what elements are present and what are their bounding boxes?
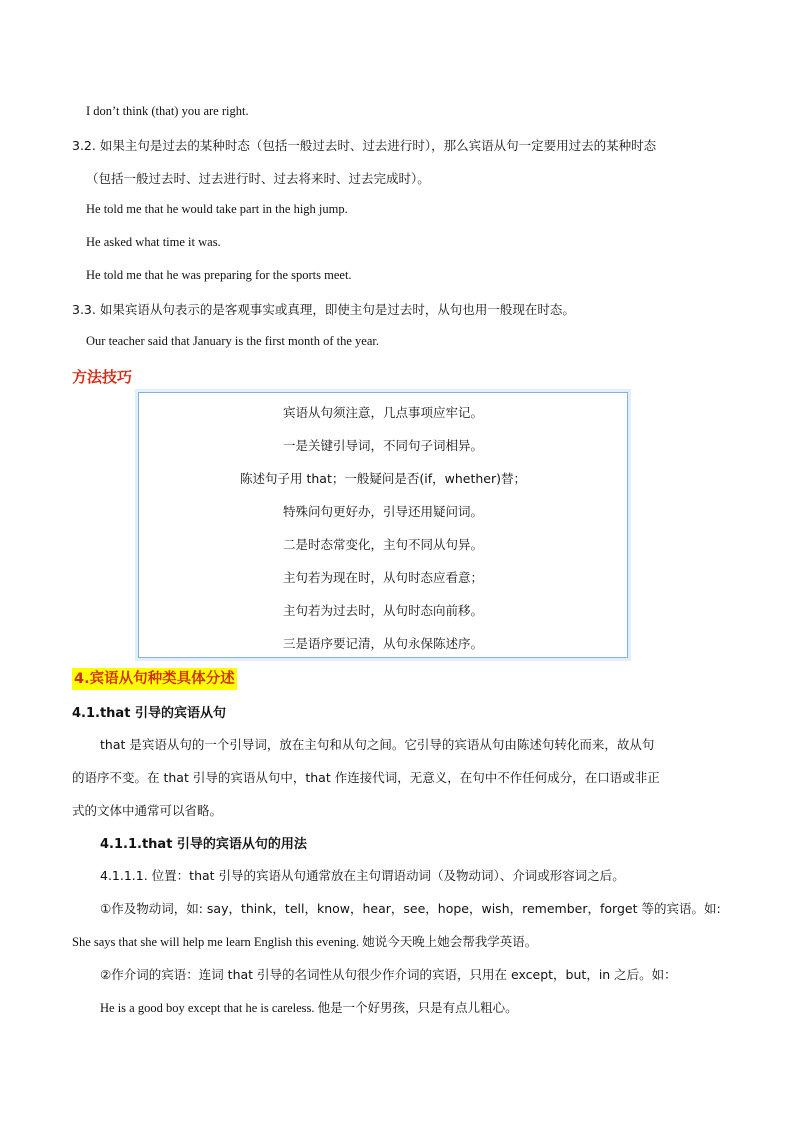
rule-3-2: 3.2. 如果主句是过去的某种时态（包括一般过去时、过去进行时），那么宾语从句一定要用过去的某种时态 xyxy=(72,138,657,153)
tip-line: 二是时态常变化，主句不同从句异。 xyxy=(282,537,483,552)
rule-3-2-continued: （包括一般过去时、过去进行时、过去将来时、过去完成时）。 xyxy=(86,171,430,186)
paragraph-line: 式的文体中通常可以省略。 xyxy=(72,803,223,818)
usage-item-1: ①作及物动词，如: say，think，tell，know，hear，see，hope，wish，remember，forget 等的宾语。如: xyxy=(100,901,721,916)
example-sentence: He asked what time it was. xyxy=(86,235,221,249)
rule-4-1-1-1: 4.1.1.1. 位置：that 引导的宾语从句通常放在主句谓语动词（及物动词）、介词或形容词之后。 xyxy=(100,868,625,883)
tip-line: 特殊问句更好办，引导还用疑问词。 xyxy=(282,504,483,519)
example-sentence: He told me that he was preparing for the sports meet. xyxy=(86,268,352,282)
section-4-1-1-heading: 4.1.1.that 引导的宾语从句的用法 xyxy=(100,837,307,852)
example-sentence: He told me that he would take part in the high jump. xyxy=(86,202,348,216)
tip-line: 宾语从句须注意，几点事项应牢记。 xyxy=(282,405,483,420)
rule-3-3: 3.3. 如果宾语从句表示的是客观事实或真理，即使主句是过去时，从句也用一般现在时态。 xyxy=(72,302,575,317)
tips-box xyxy=(138,392,628,658)
tip-line: 三是语序要记清，从句永保陈述序。 xyxy=(282,636,483,651)
example-sentence: I don’t think (that) you are right. xyxy=(86,104,249,118)
example-sentence: She says that she will help me learn English this evening. 她说今天晚上她会帮我学英语。 xyxy=(72,935,538,949)
example-sentence: He is a good boy except that he is careless. 他是一个好男孩，只是有点儿粗心。 xyxy=(100,1001,518,1015)
tip-line: 主句若为现在时，从句时态应看意； xyxy=(282,570,483,585)
tip-line: 一是关键引导词，不同句子词相异。 xyxy=(282,438,483,453)
paragraph-line: that 是宾语从句的一个引导词，放在主句和从句之间。它引导的宾语从句由陈述句转化而来，故从句 xyxy=(100,737,655,752)
section-4-heading: 4.宾语从句种类具体分述 xyxy=(72,668,237,690)
tips-title: 方法技巧 xyxy=(72,368,133,386)
section-4-1-heading: 4.1.that 引导的宾语从句 xyxy=(72,706,226,721)
paragraph-line: 的语序不变。在 that 引导的宾语从句中，that 作连接代词，无意义，在句中不作任何成分，在口语或非正 xyxy=(72,770,660,785)
usage-item-2: ②作介词的宾语：连词 that 引导的名词性从句很少作介词的宾语，只用在 except，but，in 之后。如： xyxy=(100,967,677,982)
example-sentence: Our teacher said that January is the first month of the year. xyxy=(86,334,379,348)
tip-line: 陈述句子用 that；一般疑问是否(if，whether)替； xyxy=(240,471,526,486)
tip-line: 主句若为过去时，从句时态向前移。 xyxy=(282,603,483,618)
